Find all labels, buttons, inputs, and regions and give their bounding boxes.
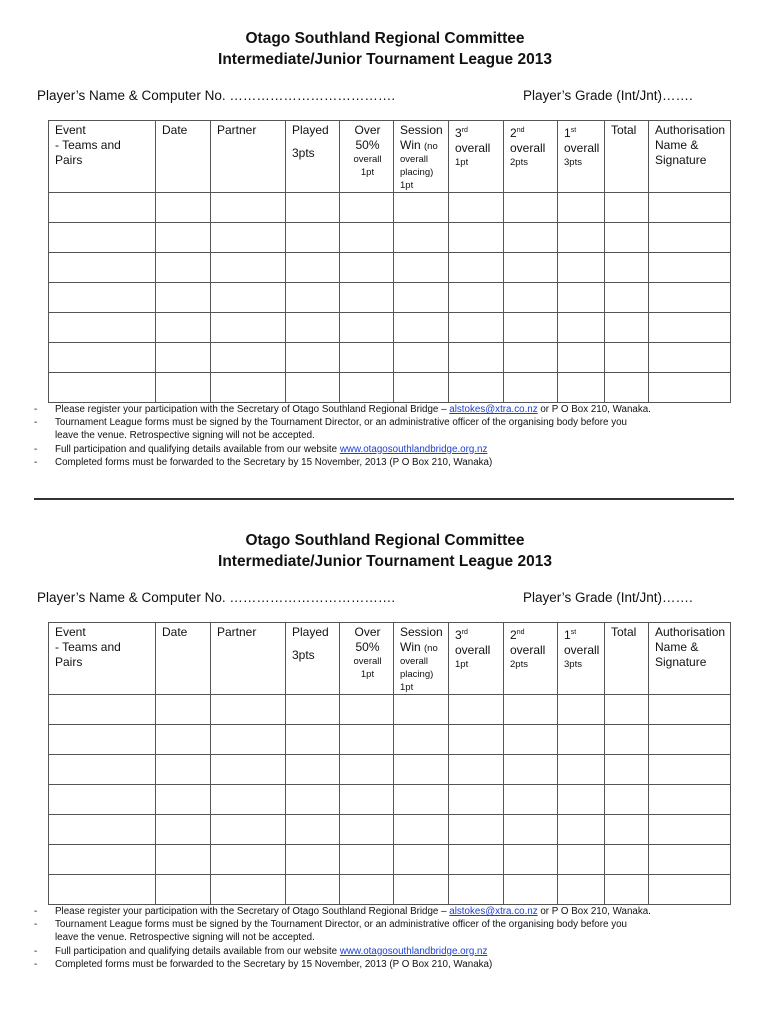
entry-cell[interactable] — [558, 755, 605, 785]
entry-cell[interactable] — [605, 343, 649, 373]
col-authorisation: Authorisation Name & Signature — [649, 121, 731, 193]
entry-cell[interactable] — [605, 253, 649, 283]
entry-cell[interactable] — [605, 313, 649, 343]
entry-cell[interactable] — [156, 845, 211, 875]
entry-cell[interactable] — [449, 193, 504, 223]
table-row — [49, 755, 731, 785]
entry-cell[interactable] — [649, 373, 731, 403]
entry-cell[interactable] — [286, 223, 340, 253]
col-session-win: Session Win (no overall placing) 1pt — [394, 623, 449, 695]
entry-cell[interactable] — [649, 875, 731, 905]
entry-cell[interactable] — [156, 815, 211, 845]
entry-cell[interactable] — [504, 695, 558, 725]
table-row — [49, 875, 731, 905]
col-second-overall: 2nd overall 2pts — [504, 623, 558, 695]
table-row — [49, 223, 731, 253]
entry-cell[interactable] — [340, 223, 394, 253]
entry-cell[interactable] — [649, 343, 731, 373]
entry-cell[interactable] — [558, 253, 605, 283]
entry-cell[interactable] — [449, 875, 504, 905]
entry-cell[interactable] — [558, 845, 605, 875]
note-signing: - Tournament League forms must be signed by the Tournament Director, or an administrative officer of the organising body before you leave the venue. Retrospective signing will not be accepted. — [34, 417, 627, 442]
form-title-line2: Intermediate/Junior Tournament League 2013 — [218, 51, 552, 68]
entry-cell[interactable] — [156, 755, 211, 785]
entry-cell[interactable] — [504, 785, 558, 815]
col-event: Event - Teams and Pairs — [49, 121, 156, 193]
entry-cell[interactable] — [156, 223, 211, 253]
entry-cell[interactable] — [394, 283, 449, 313]
col-session-win: Session Win (no overall placing) 1pt — [394, 121, 449, 193]
entry-cell[interactable] — [49, 815, 156, 845]
table-row — [49, 253, 731, 283]
entry-cell[interactable] — [49, 283, 156, 313]
entry-cell[interactable] — [449, 845, 504, 875]
entry-cell[interactable] — [649, 283, 731, 313]
entry-cell[interactable] — [605, 193, 649, 223]
entry-cell[interactable] — [605, 845, 649, 875]
entry-cell[interactable] — [340, 725, 394, 755]
entry-cell[interactable] — [504, 283, 558, 313]
entry-cell[interactable] — [449, 785, 504, 815]
entry-cell[interactable] — [394, 313, 449, 343]
note-website: - Full participation and qualifying details available from our website www.otagosouthlandbridge.org.nz — [34, 443, 488, 455]
col-first-overall: 1st overall 3pts — [558, 623, 605, 695]
entry-cell[interactable] — [649, 785, 731, 815]
entry-cell[interactable] — [504, 725, 558, 755]
entry-cell[interactable] — [156, 313, 211, 343]
entry-cell[interactable] — [504, 223, 558, 253]
entry-cell[interactable] — [449, 373, 504, 403]
col-partner: Partner — [211, 623, 286, 695]
entry-cell[interactable] — [504, 253, 558, 283]
entry-cell[interactable] — [504, 193, 558, 223]
entry-cell[interactable] — [449, 283, 504, 313]
entry-cell[interactable] — [211, 193, 286, 223]
entry-cell[interactable] — [449, 223, 504, 253]
entry-cell[interactable] — [558, 875, 605, 905]
entry-cell[interactable] — [394, 815, 449, 845]
entry-cell[interactable] — [605, 725, 649, 755]
entry-cell[interactable] — [340, 755, 394, 785]
entry-cell[interactable] — [394, 755, 449, 785]
note-register: - Please register your participation with the Secretary of Otago Southland Regional Bridge – alstokes@xtra.co.nz or P O Box 210, Wanaka. — [34, 906, 651, 917]
entry-cell[interactable] — [156, 785, 211, 815]
entry-cell[interactable] — [394, 695, 449, 725]
entry-cell[interactable] — [286, 283, 340, 313]
notes-list — [34, 905, 734, 971]
entry-cell[interactable] — [558, 815, 605, 845]
entry-cell[interactable] — [49, 253, 156, 283]
entry-cell[interactable] — [49, 845, 156, 875]
entry-cell[interactable] — [211, 223, 286, 253]
entry-cell[interactable] — [286, 815, 340, 845]
entry-cell[interactable] — [340, 815, 394, 845]
table-row — [49, 815, 731, 845]
note-deadline: - Completed forms must be forwarded to the Secretary by 15 November, 2013 (P O Box 210, Wanaka) — [34, 958, 493, 970]
entry-cell[interactable] — [649, 253, 731, 283]
notes-list — [34, 403, 734, 469]
col-second-overall: 2nd overall 2pts — [504, 121, 558, 193]
entry-cell[interactable] — [156, 283, 211, 313]
entry-cell[interactable] — [504, 815, 558, 845]
entry-cell[interactable] — [558, 373, 605, 403]
entry-cell[interactable] — [49, 725, 156, 755]
entry-cell[interactable] — [394, 725, 449, 755]
table-row — [49, 695, 731, 725]
entry-cell[interactable] — [211, 815, 286, 845]
entry-cell[interactable] — [605, 785, 649, 815]
entry-cell[interactable] — [504, 373, 558, 403]
entry-cell[interactable] — [286, 253, 340, 283]
entry-cell[interactable] — [449, 313, 504, 343]
entry-cell[interactable] — [449, 755, 504, 785]
entry-cell[interactable] — [340, 373, 394, 403]
form-title-line1: Otago Southland Regional Committee — [245, 30, 525, 47]
table-row — [49, 845, 731, 875]
entry-cell[interactable] — [340, 193, 394, 223]
entry-cell[interactable] — [211, 253, 286, 283]
entry-cell[interactable] — [286, 373, 340, 403]
entry-cell[interactable] — [156, 343, 211, 373]
col-played: Played 3pts — [286, 623, 340, 695]
entry-cell[interactable] — [286, 875, 340, 905]
entry-cell[interactable] — [340, 875, 394, 905]
entry-cell[interactable] — [449, 725, 504, 755]
entry-cell[interactable] — [605, 755, 649, 785]
entry-cell[interactable] — [211, 313, 286, 343]
entry-cell[interactable] — [156, 695, 211, 725]
league-table — [48, 622, 731, 905]
entry-cell[interactable] — [394, 785, 449, 815]
entry-cell[interactable] — [49, 875, 156, 905]
entry-cell[interactable] — [49, 223, 156, 253]
note-signing: - Tournament League forms must be signed by the Tournament Director, or an administrative officer of the organising body before you leave the venue. Retrospective signing will not be accepted. — [34, 919, 627, 944]
col-over-50: Over 50% overall 1pt — [340, 623, 394, 695]
entry-cell[interactable] — [558, 313, 605, 343]
entry-cell[interactable] — [286, 193, 340, 223]
entry-cell[interactable] — [156, 725, 211, 755]
col-event: Event - Teams and Pairs — [49, 623, 156, 695]
table-row — [49, 283, 731, 313]
entry-cell[interactable] — [558, 343, 605, 373]
note-deadline: - Completed forms must be forwarded to the Secretary by 15 November, 2013 (P O Box 210, Wanaka) — [34, 456, 493, 468]
entry-cell[interactable] — [649, 695, 731, 725]
entry-cell[interactable] — [649, 815, 731, 845]
entry-cell[interactable] — [49, 695, 156, 725]
player-name-field[interactable]: Player’s Name & Computer No. ………………………………. — [37, 590, 396, 605]
entry-cell[interactable] — [504, 343, 558, 373]
website-link[interactable]: www.otagosouthlandbridge.org.nz — [339, 443, 488, 455]
entry-cell[interactable] — [649, 755, 731, 785]
entry-cell[interactable] — [49, 313, 156, 343]
entry-cell[interactable] — [211, 373, 286, 403]
entry-cell[interactable] — [340, 845, 394, 875]
table-header-row — [49, 121, 731, 193]
table-row — [49, 313, 731, 343]
email-link[interactable]: alstokes@xtra.co.nz — [449, 906, 538, 917]
note-website: - Full participation and qualifying details available from our website www.otagosouthlandbridge.org.nz — [34, 945, 488, 957]
entry-cell[interactable] — [558, 785, 605, 815]
entry-cell[interactable] — [340, 785, 394, 815]
entry-cell[interactable] — [649, 725, 731, 755]
entry-cell[interactable] — [605, 283, 649, 313]
entry-cell[interactable] — [394, 875, 449, 905]
table-row — [49, 725, 731, 755]
col-third-overall: 3rd overall 1pt — [449, 623, 504, 695]
entry-cell[interactable] — [286, 845, 340, 875]
entry-cell[interactable] — [605, 875, 649, 905]
entry-cell[interactable] — [211, 755, 286, 785]
entry-cell[interactable] — [394, 373, 449, 403]
col-total: Total — [605, 623, 649, 695]
table-row — [49, 373, 731, 403]
entry-cell[interactable] — [449, 695, 504, 725]
entry-cell[interactable] — [605, 815, 649, 845]
entry-cell[interactable] — [558, 193, 605, 223]
entry-cell[interactable] — [211, 343, 286, 373]
col-first-overall: 1st overall 3pts — [558, 121, 605, 193]
col-partner: Partner — [211, 121, 286, 193]
entry-cell[interactable] — [394, 223, 449, 253]
player-name-field[interactable]: Player’s Name & Computer No. ………………………………. — [37, 88, 396, 103]
player-grade-field[interactable]: Player’s Grade (Int/Jnt)……. — [523, 590, 693, 605]
entry-cell[interactable] — [394, 193, 449, 223]
entry-cell[interactable] — [49, 785, 156, 815]
entry-cell[interactable] — [49, 193, 156, 223]
entry-cell[interactable] — [49, 343, 156, 373]
entry-cell[interactable] — [340, 283, 394, 313]
website-link[interactable]: www.otagosouthlandbridge.org.nz — [339, 945, 488, 957]
entry-cell[interactable] — [558, 223, 605, 253]
entry-cell[interactable] — [286, 313, 340, 343]
player-grade-field[interactable]: Player’s Grade (Int/Jnt)……. — [523, 88, 693, 103]
entry-cell[interactable] — [340, 695, 394, 725]
entry-cell[interactable] — [504, 313, 558, 343]
entry-cell[interactable] — [394, 845, 449, 875]
col-played: Played 3pts — [286, 121, 340, 193]
entry-cell[interactable] — [340, 253, 394, 283]
league-table — [48, 120, 731, 403]
form-title-line1: Otago Southland Regional Committee — [245, 532, 525, 549]
col-total: Total — [605, 121, 649, 193]
note-register: - Please register your participation with the Secretary of Otago Southland Regional Bridge – alstokes@xtra.co.nz or P O Box 210, Wanaka. — [34, 404, 651, 415]
entry-cell[interactable] — [49, 755, 156, 785]
table-header-row — [49, 623, 731, 695]
entry-cell[interactable] — [558, 695, 605, 725]
table-row — [49, 343, 731, 373]
entry-cell[interactable] — [211, 283, 286, 313]
entry-cell[interactable] — [394, 253, 449, 283]
col-date: Date — [156, 623, 211, 695]
col-date: Date — [156, 121, 211, 193]
entry-cell[interactable] — [156, 875, 211, 905]
entry-cell[interactable] — [605, 695, 649, 725]
entry-cell[interactable] — [340, 313, 394, 343]
entry-cell[interactable] — [49, 373, 156, 403]
entry-cell[interactable] — [211, 695, 286, 725]
entry-cell[interactable] — [286, 343, 340, 373]
entry-cell[interactable] — [449, 815, 504, 845]
entry-cell[interactable] — [649, 845, 731, 875]
entry-cell[interactable] — [211, 785, 286, 815]
entry-cell[interactable] — [504, 875, 558, 905]
entry-cell[interactable] — [156, 253, 211, 283]
table-row — [49, 785, 731, 815]
entry-cell[interactable] — [504, 845, 558, 875]
entry-cell[interactable] — [211, 845, 286, 875]
entry-cell[interactable] — [558, 283, 605, 313]
entry-cell[interactable] — [449, 343, 504, 373]
entry-cell[interactable] — [605, 373, 649, 403]
table-body — [49, 695, 731, 905]
table-row — [49, 193, 731, 223]
col-third-overall: 3rd overall 1pt — [449, 121, 504, 193]
entry-cell[interactable] — [340, 343, 394, 373]
entry-cell[interactable] — [649, 193, 731, 223]
entry-cell[interactable] — [504, 755, 558, 785]
col-over-50: Over 50% overall 1pt — [340, 121, 394, 193]
table-body — [49, 193, 731, 403]
entry-cell[interactable] — [156, 373, 211, 403]
entry-cell[interactable] — [649, 313, 731, 343]
entry-cell[interactable] — [605, 223, 649, 253]
entry-cell[interactable] — [394, 343, 449, 373]
entry-cell[interactable] — [211, 725, 286, 755]
entry-cell[interactable] — [286, 755, 340, 785]
entry-cell[interactable] — [211, 875, 286, 905]
entry-cell[interactable] — [156, 193, 211, 223]
form-title-line2: Intermediate/Junior Tournament League 2013 — [218, 553, 552, 570]
col-authorisation: Authorisation Name & Signature — [649, 623, 731, 695]
entry-cell[interactable] — [558, 725, 605, 755]
entry-cell[interactable] — [286, 725, 340, 755]
entry-cell[interactable] — [649, 223, 731, 253]
form-divider — [34, 498, 734, 500]
email-link[interactable]: alstokes@xtra.co.nz — [449, 404, 538, 415]
entry-cell[interactable] — [286, 695, 340, 725]
entry-cell[interactable] — [449, 253, 504, 283]
entry-cell[interactable] — [286, 785, 340, 815]
